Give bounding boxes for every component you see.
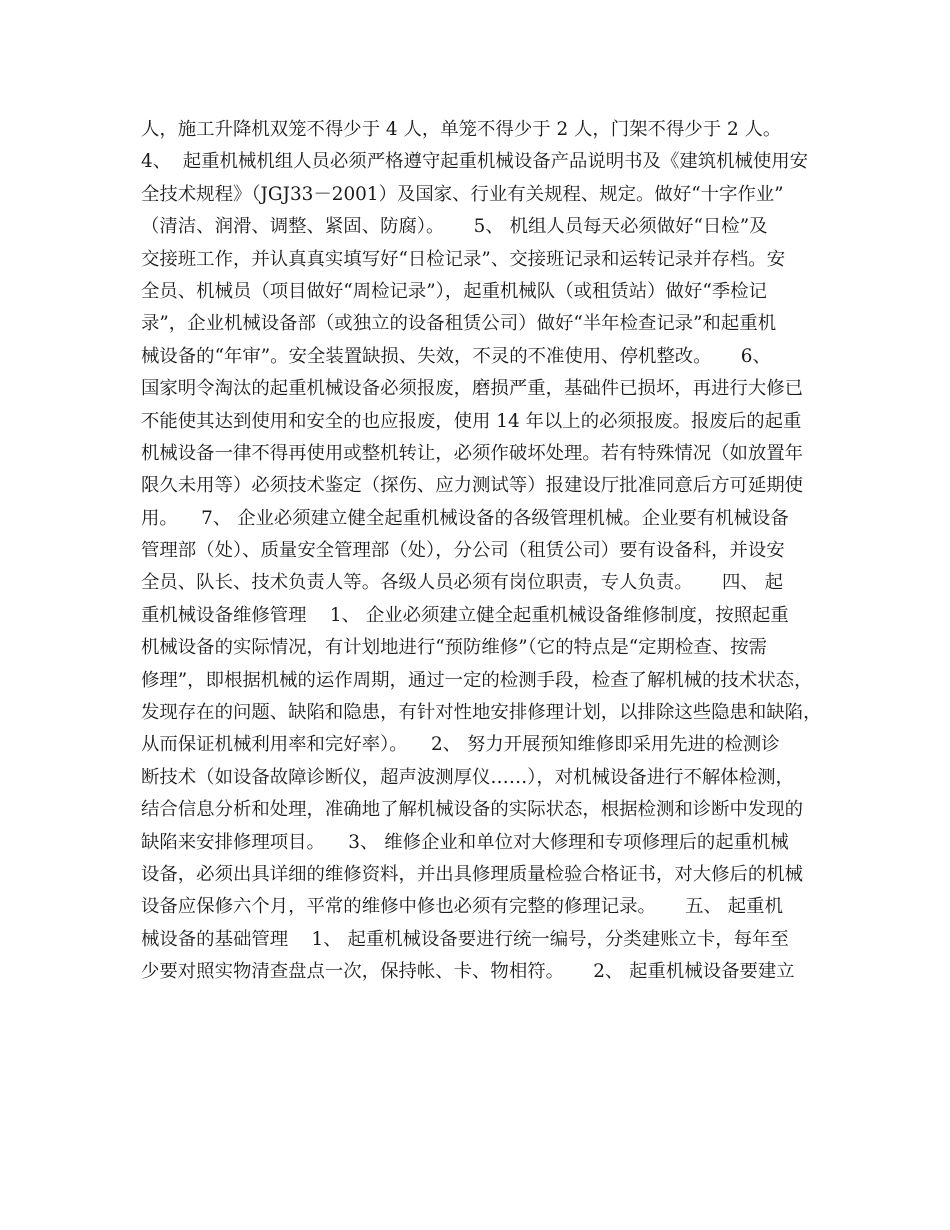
text-line: 交接班工作，并认真真实填写好“日检记录”、交接班记录和运转记录并存档。安 xyxy=(141,248,786,270)
text-line: 录”，企业机械设备部（或独立的设备租赁公司）做好“半年检查记录”和起重机 xyxy=(141,313,777,335)
text-line: 不能使其达到使用和安全的也应报废，使用 14 年以上的必须报废。报废后的起重 xyxy=(141,410,802,432)
text-line: 结合信息分析和处理，准确地了解机械设备的实际状态，根据检测和诊断中发现的 xyxy=(141,799,804,821)
text-line: 修理”，即根据机械的运作周期，通过一定的检测手段，检查了解机械的技术状态， xyxy=(141,669,813,691)
text-line: 机械设备的实际情况，有计划地进行“预防维修”（它的特点是“定期检查、按需 xyxy=(141,637,767,659)
text-line: 械设备的基础管理 1、 起重机械设备要进行统一编号，分类建账立卡，每年至 xyxy=(141,928,789,950)
text-line: 重机械设备维修管理 1、 企业必须建立健全起重机械设备维修制度，按照起重 xyxy=(141,604,789,626)
text-line: 从而保证机械利用率和完好率）。 2、 努力开展预知维修即采用先进的检测诊 xyxy=(141,734,780,756)
text-line: 断技术（如设备故障诊断仪，超声波测厚仪……），对机械设备进行不解体检测， xyxy=(141,766,794,788)
text-line: 全技术规程》（JGJ33－2001）及国家、行业有关规程、规定。做好“十字作业” xyxy=(141,183,784,205)
text-line: 设备，必须出具详细的维修资料，并出具修理质量检验合格证书，对大修后的机械 xyxy=(141,863,804,885)
text-line: 人，施工升降机双笼不得少于 4 人，单笼不得少于 2 人，门架不得少于 2 人。 xyxy=(141,119,782,140)
text-line: 管理部（处）、质量安全管理部（处），分公司（租赁公司）要有设备科，并设安 xyxy=(141,540,785,562)
text-line: 械设备的“年审”。安全装置缺损、失效，不灵的不准使用、停机整改。 6、 xyxy=(141,345,771,367)
text-line: 限久未用等）必须技术鉴定（探伤、应力测试等）报建设厅批准同意后方可延期使 xyxy=(141,475,804,497)
text-line: 全员、机械员（项目做好“周检记录”），起重机械队（或租赁站）做好“季检记 xyxy=(141,280,767,302)
body-text xyxy=(141,114,841,989)
text-line: 缺陷来安排修理项目。 3、 维修企业和单位对大修理和专项修理后的起重机械 xyxy=(141,831,789,853)
text-line: 4、 起重机械机组人员必须严格遵守起重机械设备产品说明书及《建筑机械使用安 xyxy=(141,151,809,173)
text-line: 机械设备一律不得再使用或整机转让，必须作破坏处理。若有特殊情况（如放置年 xyxy=(141,442,804,464)
text-line: 设备应保修六个月，平常的维修中修也必须有完整的修理记录。 五、 起重机 xyxy=(141,896,783,918)
text-line: （清洁、润滑、调整、紧固、防腐）。 5、 机组人员每天必须做好“日检”及 xyxy=(141,216,768,238)
text-line: 全员、队长、技术负责人等。各级人员必须有岗位职责，专人负责。 四、 起 xyxy=(141,572,783,594)
text-line: 发现存在的问题、缺陷和隐患，有针对性地安排修理计划，以排除这些隐患和缺陷， xyxy=(141,702,822,724)
text-line: 国家明令淘汰的起重机械设备必须报废，磨损严重，基础件已损坏，再进行大修已 xyxy=(141,378,804,400)
text-line: 少要对照实物清查盘点一次，保持帐、卡、物相符。 2、 起重机械设备要建立 xyxy=(141,961,795,983)
text-line: 用。 7、 企业必须建立健全起重机械设备的各级管理机械。企业要有机械设备 xyxy=(141,507,789,529)
